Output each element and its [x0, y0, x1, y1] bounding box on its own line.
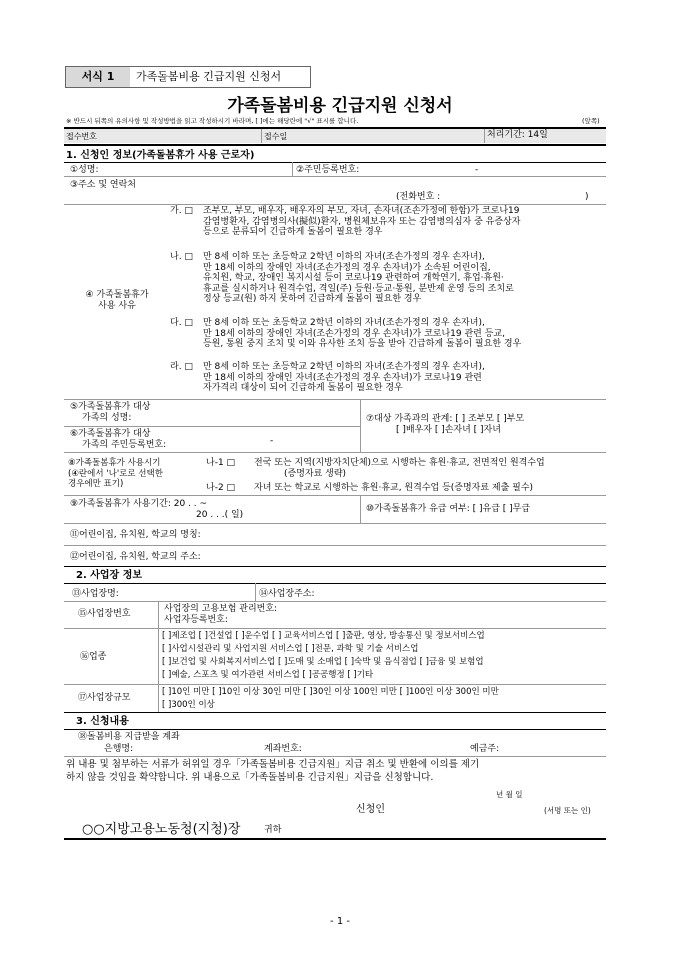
account-number-field[interactable]: 계좌번호: — [264, 744, 302, 754]
period-opt2-mark[interactable]: 나-2 □ — [206, 483, 236, 493]
paid-field[interactable]: ⑩가족돌봄휴가 유급 여부: [ ]유급 [ ]무급 — [366, 504, 531, 514]
page-number: - 1 - — [330, 916, 350, 927]
signature-field[interactable]: (서명 또는 인) — [544, 806, 591, 815]
account-label: ⑱돌봄비용 지급받을 계좌 — [78, 732, 180, 742]
front-label: (앞쪽) — [582, 117, 600, 125]
industry-options[interactable]: [ ]제조업 [ ]건설업 [ ]운수업 [ ] 교육서비스업 [ ]출판, 영상, 방송통신 및 정보서비스업 [ ]사업시설관리 및 사업지원 서비스업 [ ]전문, 과학 및 기술 서비스업 [ ]보건업 및 사회복지서비스업 [ ]도매 및 소매업 [ ]숙박 및 음식점업 [ ]금융 및 보험업 [ ]예술, 스포츠 및 여가관련 서비스업 [ ]공공행정 [ ]기타 — [162, 631, 485, 680]
use-period-field[interactable]: ⑨가족돌봄휴가 사용기간: 20 . . ~ 20 . . .( 일) — [70, 499, 244, 520]
company-address-field[interactable]: ⑭사업장주소: — [259, 589, 315, 599]
applicant-rrn-field[interactable]: ②주민등록번호: — [296, 165, 360, 175]
reason-ga-mark[interactable]: 가. □ — [170, 206, 193, 216]
receipt-no: 접수번호 — [66, 132, 97, 141]
reason-ra-text: 만 8세 이하 또는 초등학교 2학년 이하의 자녀(조손가정의 경우 손자녀), 만 18세 이하의 장애인 자녀(조손가정의 경우 손자녀)가 코로나19 관련 자가격리 대상이 되어 긴급하게 돌봄이 필요한 경우 — [203, 362, 485, 393]
period-opt2-text: 자녀 또는 학교로 시행하는 휴원·휴교, 원격수업 등(증명자료 제출 필수) — [254, 483, 534, 493]
target-rrn-dash: - — [270, 436, 274, 446]
period-opt1-mark[interactable]: 나-1 □ — [206, 458, 236, 468]
target-name-field[interactable]: ⑤가족돌봄휴가 대상 가족의 성명: — [70, 402, 151, 423]
target-rrn-field[interactable]: ⑥가족돌봄휴가 대상 가족의 주민등록번호: — [70, 429, 167, 450]
address-field[interactable]: ③주소 및 연락처 — [70, 180, 136, 190]
sign-date[interactable]: 년 월 일 — [496, 790, 523, 799]
reason-label: ④ 가족돌봄휴가 사용 사유 — [85, 290, 149, 311]
reason-ga-text: 조부모, 부모, 배우자, 배우자의 부모, 자녀, 손자녀(조손가정에 한함)가 코로나19 감염병환자, 감염병의사(擬似)환자, 병원체보유자 또는 감염병의심자 중 유증상자 등으로 분류되어 긴급하게 돌봄이 필요한 경우 — [203, 206, 521, 237]
institution-address-field[interactable]: ⑫어린이집, 유치원, 학교의 주소: — [70, 552, 201, 562]
declaration: 위 내용 및 첨부하는 서류가 허위일 경우「가족돌봄비용 긴급지원」지급 취소 및 반환에 이의를 제기 하지 않을 것임을 확약합니다. 위 내용으로「가족돌봄비용 긴급지원」지급을 신청합니다. — [66, 759, 480, 783]
receipt-date: 접수일 — [264, 132, 288, 141]
form-name: 가족돌봄비용 긴급지원 신청서 — [136, 70, 282, 83]
company-no-fields[interactable]: 사업장의 고용보험 관리번호: 사업자등록번호: — [164, 604, 278, 625]
reason-ra-mark[interactable]: 라. □ — [170, 362, 193, 372]
period-opt1-note: (증명자료 생략) — [284, 469, 347, 479]
reason-da-text: 만 8세 이하 또는 초등학교 2학년 이하의 자녀(조손가정의 경우 손자녀), 만 18세 이하의 장애인 자녀(조손가정의 경우 손자녀)가 코로나19 관련 등교, 등원, 통원 중지 조치 및 이와 유사한 조치 등을 받아 긴급하게 돌봄이 필요한 경우 — [203, 318, 522, 349]
company-no-label: ⑮사업장번호 — [78, 609, 131, 619]
relation-field[interactable]: ⑦대상 가족과의 관계: [ ] 조부모 [ ]부모 [ ]배우자 [ ]손자녀 [ ]자녀 — [366, 414, 525, 435]
reason-da-mark[interactable]: 다. □ — [170, 318, 193, 328]
phone-close: ) — [585, 192, 589, 202]
reason-na-mark[interactable]: 나. □ — [170, 252, 193, 262]
applicant-label: 신청인 — [356, 804, 385, 815]
recipient-honorific: 귀하 — [264, 825, 282, 835]
processing-period: 처리기간: 14일 — [487, 130, 548, 140]
page-title: 가족돌봄비용 긴급지원 신청서 — [227, 96, 453, 116]
form-label: 서식 1 — [66, 67, 130, 87]
period-type-label: ⑧가족돌봄휴가 사용시기 (④란에서 '나'로로 선택한 경우에만 표기) — [68, 458, 163, 489]
section-1-title: 1. 신청인 정보(가족돌봄휴가 사용 근로자) — [66, 150, 255, 161]
section-2-title: 2. 사업장 정보 — [76, 570, 143, 581]
account-holder-field[interactable]: 예금주: — [470, 744, 500, 754]
phone-field[interactable]: (전화번호 : — [396, 192, 441, 202]
size-label: ⑰사업장규모 — [78, 693, 131, 703]
period-opt1-text: 전국 또는 지역(지방자치단체)으로 시행하는 휴원·휴교, 전면적인 원격수업 — [254, 458, 545, 468]
bank-name-field[interactable]: 은행명: — [104, 744, 134, 754]
applicant-name-field[interactable]: ①성명: — [70, 165, 99, 175]
instruction-note: ※ 반드시 뒤쪽의 유의사항 및 작성방법을 읽고 작성하시기 바라며, [ ]에는 해당란에 "√" 표시를 합니다. — [66, 117, 359, 125]
recipient-office: ○○지방고용노동청(지청)장 — [82, 822, 241, 837]
reason-na-text: 만 8세 이하 또는 초등학교 2학년 이하의 자녀(조손가정의 경우 손자녀), 만 18세 이하의 장애인 자녀(조손가정의 경우 손자녀)가 소속된 어린이집, 유치원, 학교, 장애인 복지시설 등이 코로나19 관련하여 개학연기, 휴업·휴원· 휴교를 실시하거나 원격수업, 격일(주) 등원·등교·통원, 분반제 운영 등의 조치로 정상 등교(원) 하지 못하여 긴급하게 돌봄이 필요한 경우 — [203, 252, 514, 304]
industry-label: ⑯업종 — [80, 652, 107, 662]
size-options[interactable]: [ ]10인 미만 [ ]10인 이상 30인 미만 [ ]30인 이상 100인 미만 [ ]100인 이상 300인 미만 [ ]300인 이상 — [162, 687, 499, 710]
applicant-rrn-dash: - — [475, 165, 479, 175]
institution-name-field[interactable]: ⑪어린이집, 유치원, 학교의 명칭: — [70, 530, 201, 540]
form-label-box — [65, 66, 311, 88]
section-3-title: 3. 신청내용 — [76, 716, 129, 727]
company-name-field[interactable]: ⑬사업장명: — [72, 589, 119, 599]
